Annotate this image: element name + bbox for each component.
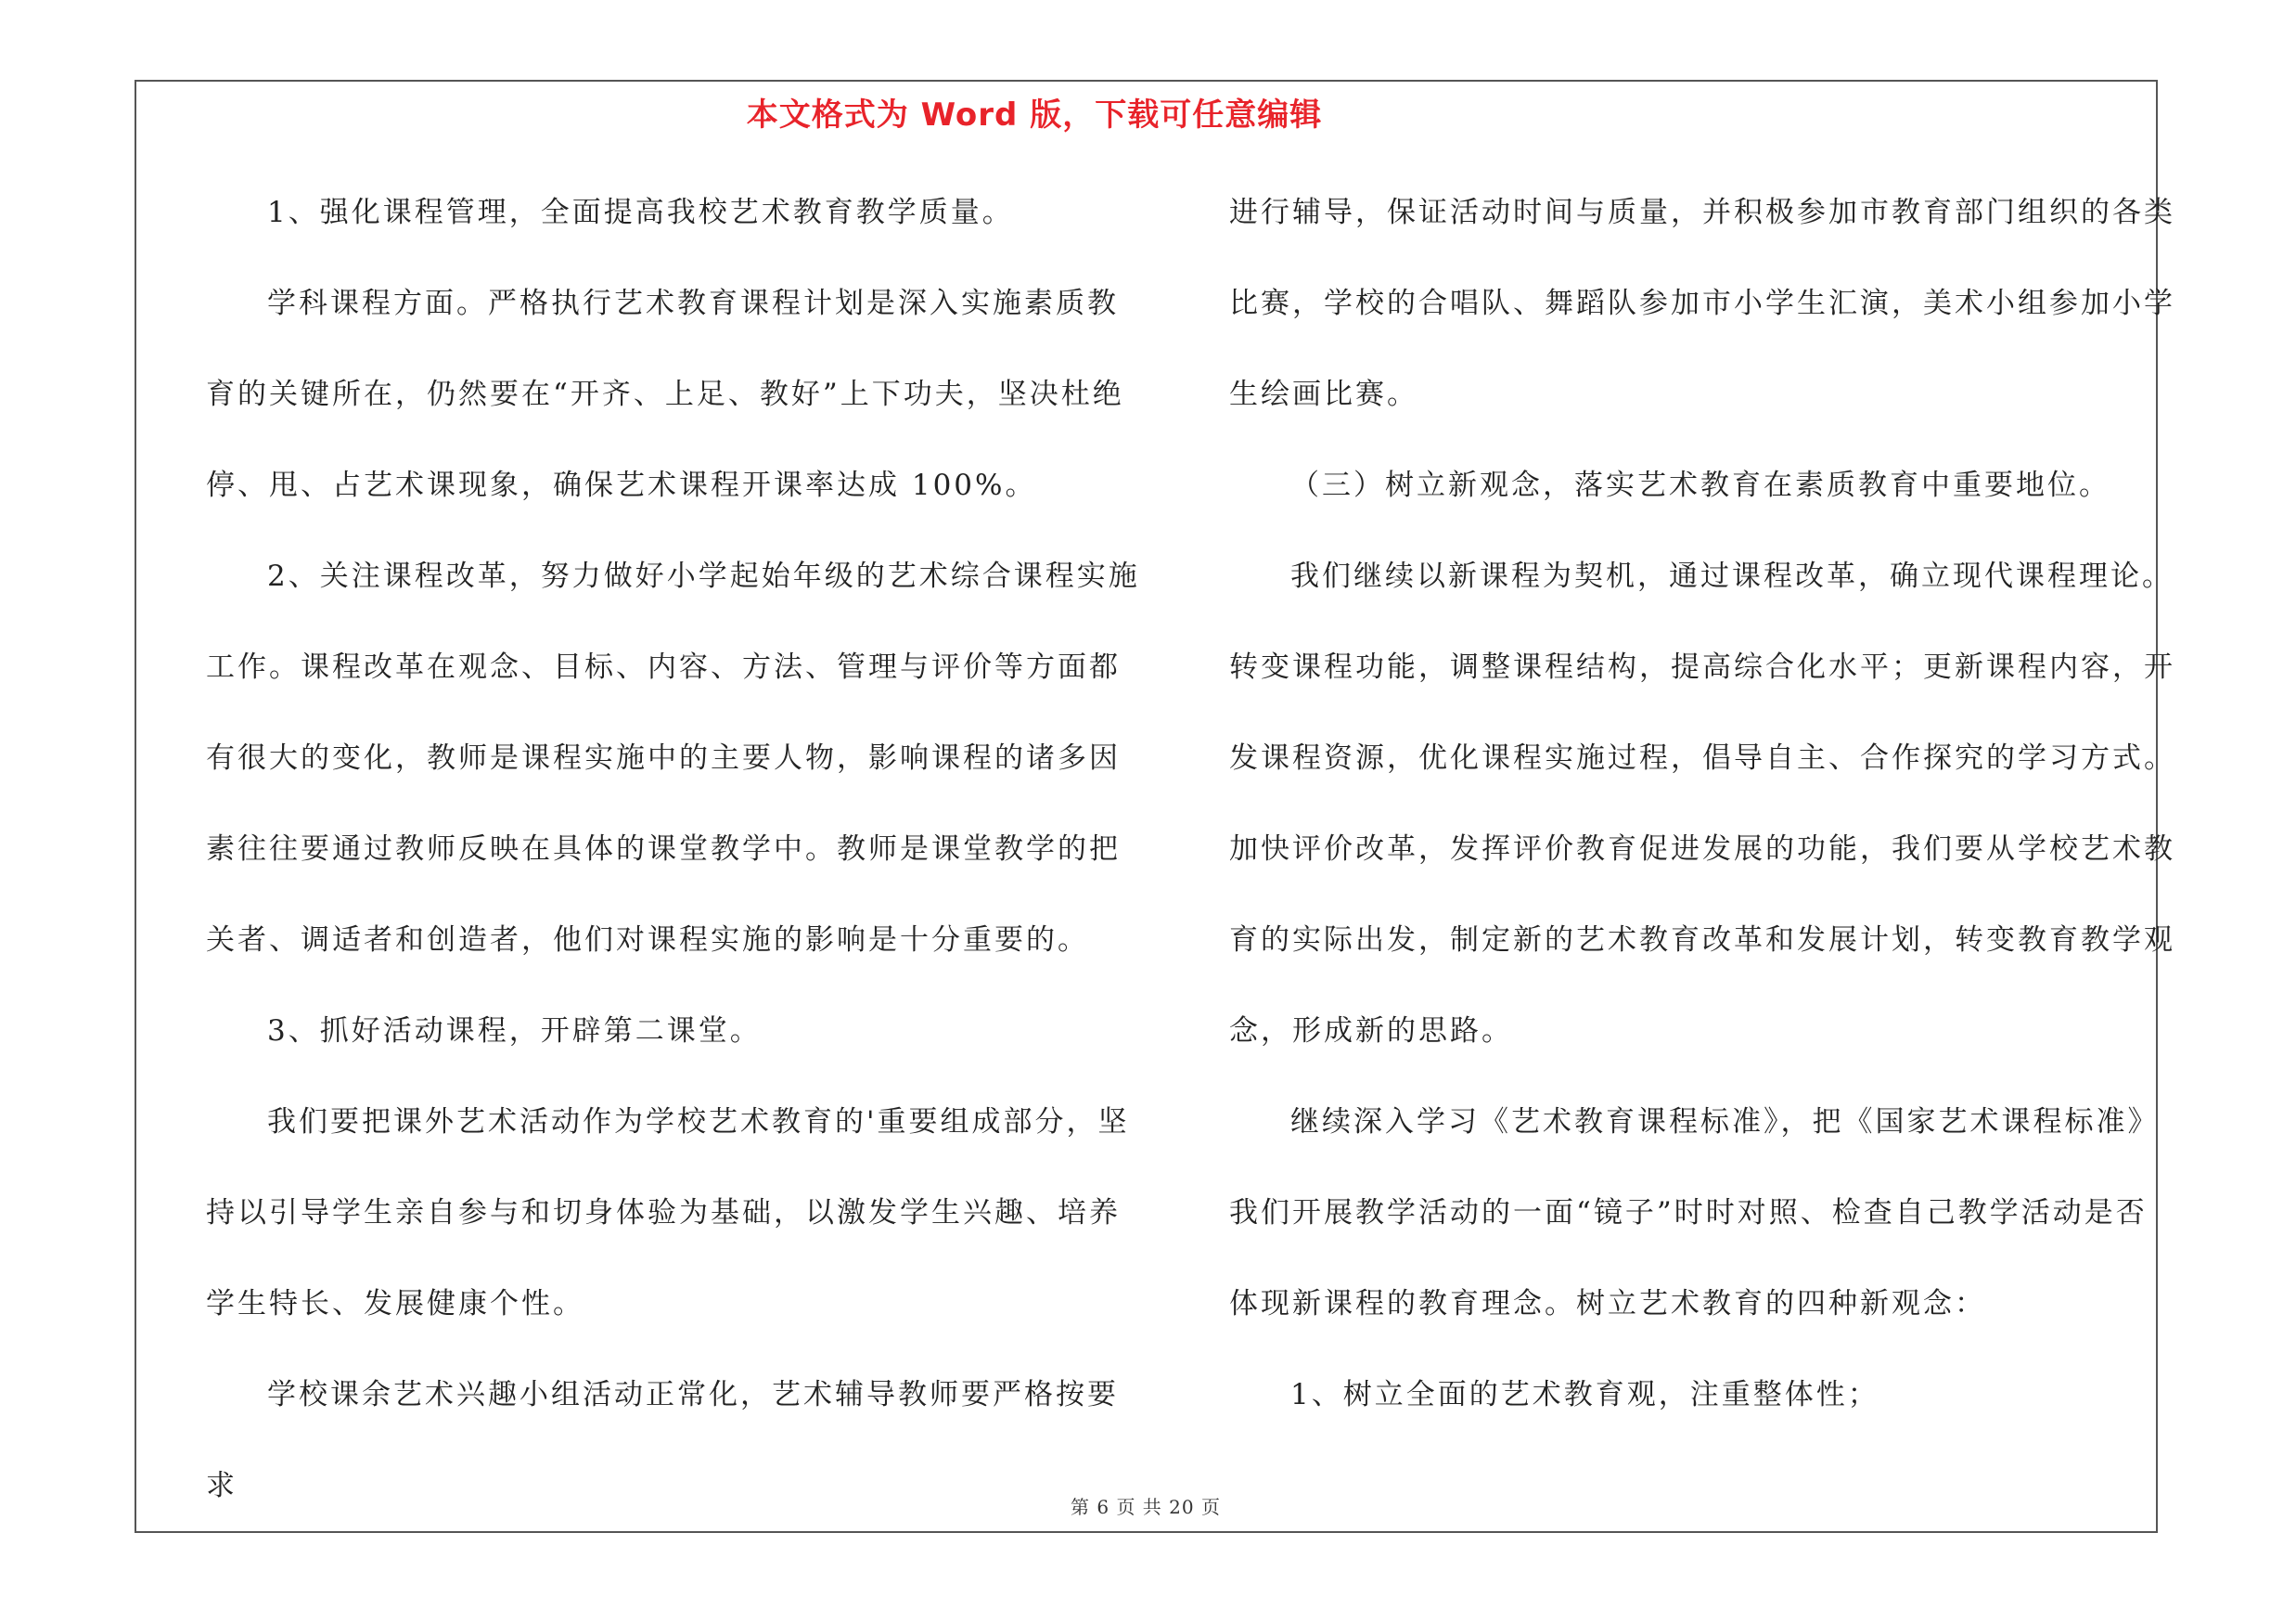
paragraph-continued: 进行辅导，保证活动时间与质量，并积极参加市教育部门组织的各类比赛，学校的合唱队、舞蹈队参加市小学生汇演，美术小组参加小学生绘画比赛。 [1229, 196, 2175, 411]
paragraph: 学校课余艺术兴趣小组活动正常化，艺术辅导教师要严格按要求 [206, 1378, 1119, 1502]
paragraph: 1、树立全面的艺术教育观，注重整体性； [1290, 1378, 1879, 1411]
page-number: 第 6 页 共 20 页 [1071, 1496, 1221, 1518]
section-heading: （三）树立新观念，落实艺术教育在素质教育中重要地位。 [1290, 469, 2110, 502]
format-notice-banner: 本文格式为 Word 版，下载可任意编辑 [746, 97, 1323, 134]
paragraph: 3、抓好活动课程，开辟第二课堂。 [267, 1014, 762, 1048]
paragraph: 我们继续以新课程为契机，通过课程改革，确立现代课程理论。转变课程功能，调整课程结构，提高综合化水平；更新课程内容，开发课程资源，优化课程实施过程，倡导自主、合作探究的学习方式。加快评价改革，发挥评价教育促进发展的功能，我们要从学校艺术教育的实际出发，制定新的艺术教育改革和发展计划，转变教育教学观念，形成新的思路。 [1229, 560, 2175, 1048]
paragraph: 学科课程方面。严格执行艺术教育课程计划是深入实施素质教育的关键所在，仍然要在“开齐、上足、教好”上下功夫，坚决杜绝停、甩、占艺术课现象，确保艺术课程开课率达成 100%。 [206, 287, 1124, 502]
paragraph: 2、关注课程改革，努力做好小学起始年级的艺术综合课程实施工作。课程改革在观念、目标、内容、方法、管理与评价等方面都有很大的变化，教师是课程实施中的主要人物，影响课程的诸多因素往往要通过教师反映在具体的课堂教学中。教师是课堂教学的把关者、调适者和创造者，他们对课程实施的影响是十分重要的。 [206, 560, 1140, 957]
paragraph: 1、强化课程管理，全面提高我校艺术教育教学质量。 [267, 196, 1014, 229]
paragraph: 继续深入学习《艺术教育课程标准》，把《国家艺术课程标准》我们开展教学活动的一面“镜子”时时对照、检查自己教学活动是否体现新课程的教育理念。树立艺术教育的四种新观念： [1229, 1105, 2160, 1320]
right-text-column [1229, 167, 2175, 1440]
left-text-column [206, 167, 1143, 1531]
paragraph: 我们要把课外艺术活动作为学校艺术教育的'重要组成部分，坚持以引导学生亲自参与和切身体验为基础，以激发学生兴趣、培养学生特长、发展健康个性。 [206, 1105, 1130, 1320]
